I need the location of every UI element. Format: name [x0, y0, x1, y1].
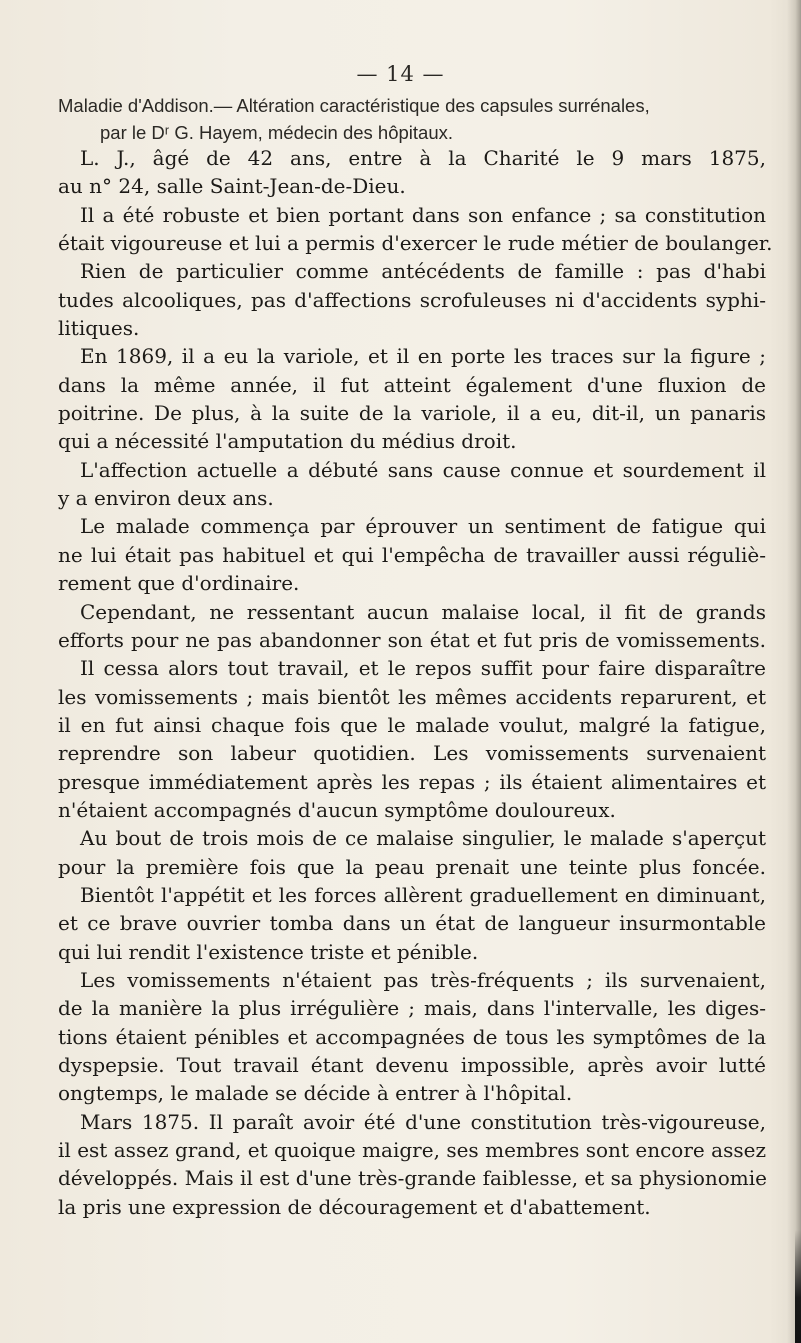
text-line: pour la première fois que la peau prenait une teinte plus foncée.: [58, 854, 766, 879]
text-line: Bientôt l'appétit et les forces allèrent graduellement en diminuant,: [80, 882, 766, 907]
text-line: ne lui était pas habituel et qui l'empêcha de travailler aussi réguliè-: [58, 542, 766, 567]
case-body-text: [58, 144, 773, 1221]
case-title-line-1: Maladie d'Addison.— Altération caractéristique des capsules surrénales,: [58, 95, 650, 116]
text-line: qui lui rendit l'existence triste et pénible.: [58, 939, 479, 964]
text-line: poitrine. De plus, à la suite de la variole, il a eu, dit-il, un panaris: [58, 401, 766, 426]
text-line: était vigoureuse et lui a permis d'exercer le rude métier de boulanger.: [58, 231, 773, 256]
text-line: Rien de particulier comme antécédents de famille : pas d'habi: [80, 259, 766, 284]
text-line: n'étaient accompagnés d'aucun symptôme douloureux.: [58, 797, 616, 822]
text-line: développés. Mais il est d'une très-grande faiblesse, et sa physionomie: [58, 1166, 767, 1191]
text-line: efforts pour ne pas abandonner son état et fut pris de vomissements.: [58, 627, 766, 652]
text-line: et ce brave ouvrier tomba dans un état de langueur insurmontable: [58, 911, 766, 936]
text-line: tudes alcooliques, pas d'affections scrofuleuses ni d'accidents syphi-: [58, 287, 766, 312]
text-line: Il cessa alors tout travail, et le repos suffit pour faire disparaître: [80, 656, 766, 681]
text-line: il est assez grand, et quoique maigre, ses membres sont encore assez: [58, 1138, 766, 1163]
text-line: Les vomissements n'étaient pas très-fréquents ; ils survenaient,: [80, 967, 766, 992]
text-line: L. J., âgé de 42 ans, entre à la Charité le 9 mars 1875,: [80, 146, 766, 170]
text-line: au n° 24, salle Saint-Jean-de-Dieu.: [58, 174, 406, 199]
text-line: litiques.: [58, 316, 140, 341]
page-edge-binding: [795, 1230, 801, 1343]
text-line: Au bout de trois mois de ce malaise singulier, le malade s'aperçut: [80, 826, 766, 851]
text-line: les vomissements ; mais bientôt les mêmes accidents reparurent, et: [58, 684, 766, 709]
text-line: presque immédiatement après les repas ; ils étaient alimentaires et: [58, 769, 766, 794]
case-title: [58, 92, 764, 146]
text-line: tions étaient pénibles et accompagnées de tous les symptômes de la: [58, 1024, 766, 1049]
page-number: — 14 —: [356, 62, 445, 86]
text-line: il en fut ainsi chaque fois que le malade voulut, malgré la fatigue,: [58, 712, 766, 737]
text-line: la pris une expression de découragement et d'abattement.: [58, 1194, 651, 1219]
text-line: reprendre son labeur quotidien. Les vomissements survenaient: [58, 741, 766, 766]
text-line: dyspepsie. Tout travail étant devenu impossible, après avoir lutté: [58, 1053, 766, 1077]
text-line: qui a nécessité l'amputation du médius droit.: [58, 429, 517, 454]
text-line: dans la même année, il fut atteint également d'une fluxion de: [58, 372, 766, 397]
text-line: rement que d'ordinaire.: [58, 571, 300, 596]
text-line: y a environ deux ans.: [58, 486, 274, 511]
text-line: Mars 1875. Il paraît avoir été d'une constitution très-vigoureuse,: [80, 1109, 766, 1134]
page-edge-shadow: [787, 0, 801, 1343]
case-title-line-2: par le Dʳ G. Hayem, médecin des hôpitaux.: [100, 122, 454, 143]
text-line: de la manière la plus irrégulière ; mais, dans l'intervalle, les diges-: [58, 996, 766, 1021]
text-line: ongtemps, le malade se décide à entrer à l'hôpital.: [58, 1081, 573, 1106]
text-line: Il a été robuste et bien portant dans son enfance ; sa constitution: [80, 202, 766, 227]
text-line: Cependant, ne ressentant aucun malaise local, il fit de grands: [80, 599, 766, 624]
text-line: En 1869, il a eu la variole, et il en porte les traces sur la figure ;: [80, 344, 766, 369]
text-line: L'affection actuelle a débuté sans cause connue et sourdement il: [80, 457, 766, 482]
text-line: Le malade commença par éprouver un sentiment de fatigue qui: [80, 514, 766, 539]
